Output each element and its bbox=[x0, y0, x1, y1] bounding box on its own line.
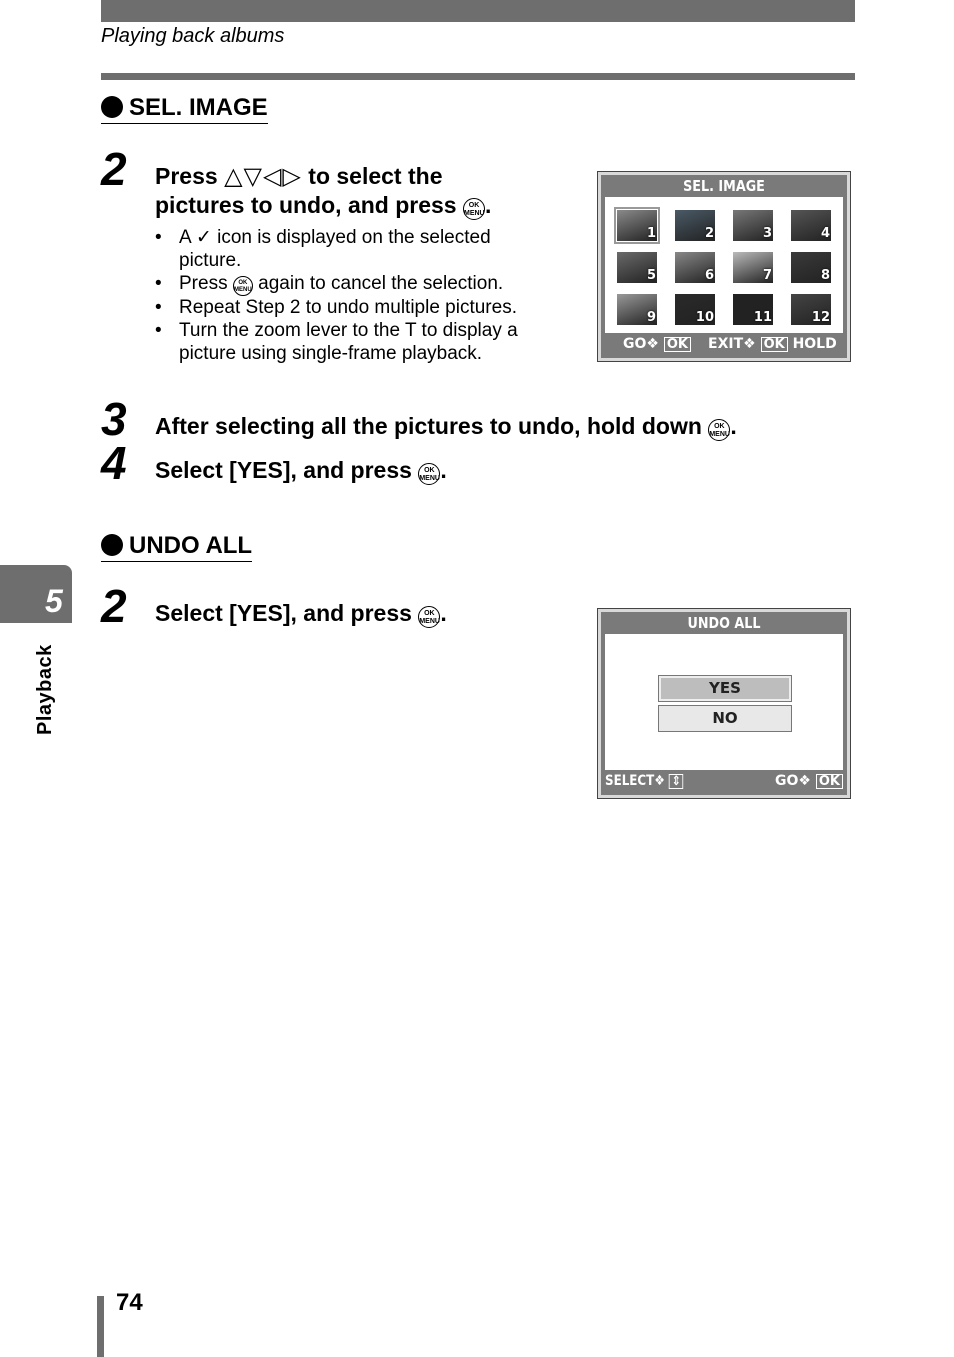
thumbnail-number: 10 bbox=[695, 310, 714, 325]
step-instruction: After selecting all the pictures to undo, hold down OK MENU. bbox=[155, 413, 737, 439]
up-down-icon: ⇕ bbox=[669, 774, 683, 789]
step-number: 2 bbox=[101, 143, 127, 195]
section-heading-undo-all: UNDO ALL bbox=[101, 532, 252, 562]
thumbnail-number: 5 bbox=[646, 268, 656, 283]
thumbnail-number: 12 bbox=[811, 310, 830, 325]
undo-all-screen bbox=[597, 608, 851, 799]
thumbnail-image[interactable] bbox=[617, 210, 657, 241]
thumbnail-number: 7 bbox=[762, 268, 772, 283]
thumbnail-number: 3 bbox=[762, 226, 772, 241]
thumbnail-number: 4 bbox=[820, 226, 830, 241]
list-item: • A ✓ icon is displayed on the selected picture. bbox=[155, 226, 555, 272]
ok-icon: OK bbox=[761, 337, 788, 352]
thumbnail-image[interactable] bbox=[675, 294, 715, 325]
step-instruction: Select [YES], and press OK MENU. bbox=[155, 600, 447, 626]
no-option[interactable]: NO bbox=[658, 705, 792, 732]
screen-footer: GO❖ OK EXIT❖ OK HOLD bbox=[623, 336, 837, 352]
thumbnail-image[interactable] bbox=[617, 252, 657, 283]
ok-icon: OK bbox=[664, 337, 691, 352]
page-number: 74 bbox=[116, 1289, 143, 1316]
step-instruction: Press △▽◁▷ to select the pictures to undo, and press OK MENU. bbox=[155, 163, 492, 218]
sel-image-screen bbox=[597, 171, 851, 362]
bullet-list bbox=[155, 226, 555, 365]
list-item: • Repeat Step 2 to undo multiple pictures. bbox=[155, 296, 555, 319]
header-title: Playing back albums bbox=[101, 25, 285, 47]
step-instruction: Select [YES], and press OK MENU. bbox=[155, 457, 447, 483]
page-number-bar bbox=[97, 1296, 104, 1357]
screen-title: UNDO ALL bbox=[687, 614, 761, 632]
thumbnail-image[interactable] bbox=[733, 294, 773, 325]
arrow-keys-icon: △▽◁▷ bbox=[224, 163, 302, 190]
thumbnail-image[interactable] bbox=[791, 210, 831, 241]
thumbnail-image[interactable] bbox=[675, 252, 715, 283]
thumbnail-image[interactable] bbox=[791, 294, 831, 325]
ok-menu-button-icon: OK MENU bbox=[708, 419, 730, 441]
thumbnail-number: 2 bbox=[704, 226, 714, 241]
thumbnail-number: 6 bbox=[704, 268, 714, 283]
step-number: 3 bbox=[101, 393, 127, 445]
thumbnail-image[interactable] bbox=[675, 210, 715, 241]
thumbnail-number: 9 bbox=[646, 310, 656, 325]
ok-icon: OK bbox=[816, 774, 843, 789]
header-rule bbox=[101, 73, 855, 80]
bullet-dot-icon bbox=[101, 534, 123, 556]
header-bar bbox=[101, 0, 855, 22]
screen-title: SEL. IMAGE bbox=[683, 177, 765, 195]
ok-menu-button-icon: OK MENU bbox=[418, 606, 440, 628]
thumbnail-image[interactable] bbox=[617, 294, 657, 325]
thumbnail-image[interactable] bbox=[791, 252, 831, 283]
section-heading-sel-image: SEL. IMAGE bbox=[101, 94, 268, 124]
screen-footer: SELECT❖ ⇕ GO❖ OK bbox=[601, 773, 847, 793]
yes-option[interactable]: YES bbox=[658, 675, 792, 702]
ok-menu-button-icon: OK MENU bbox=[418, 463, 440, 485]
step-number: 4 bbox=[101, 437, 127, 489]
bullet-dot-icon bbox=[101, 96, 123, 118]
thumbnail-image[interactable] bbox=[733, 252, 773, 283]
thumbnail-number: 1 bbox=[646, 226, 656, 241]
thumbnail-image[interactable] bbox=[733, 210, 773, 241]
chapter-number: 5 bbox=[45, 583, 63, 619]
thumbnail-number: 8 bbox=[820, 268, 830, 283]
chapter-label: Playback bbox=[34, 644, 56, 735]
thumbnail-number: 11 bbox=[753, 310, 772, 325]
list-item: • Turn the zoom lever to the T to display a picture using single-frame playback. bbox=[155, 319, 555, 365]
ok-menu-button-icon: OK MENU bbox=[233, 276, 253, 296]
step-number: 2 bbox=[101, 580, 127, 632]
list-item: • Press OK MENU again to cancel the selection. bbox=[155, 272, 555, 296]
ok-menu-button-icon: OK MENU bbox=[463, 198, 485, 220]
